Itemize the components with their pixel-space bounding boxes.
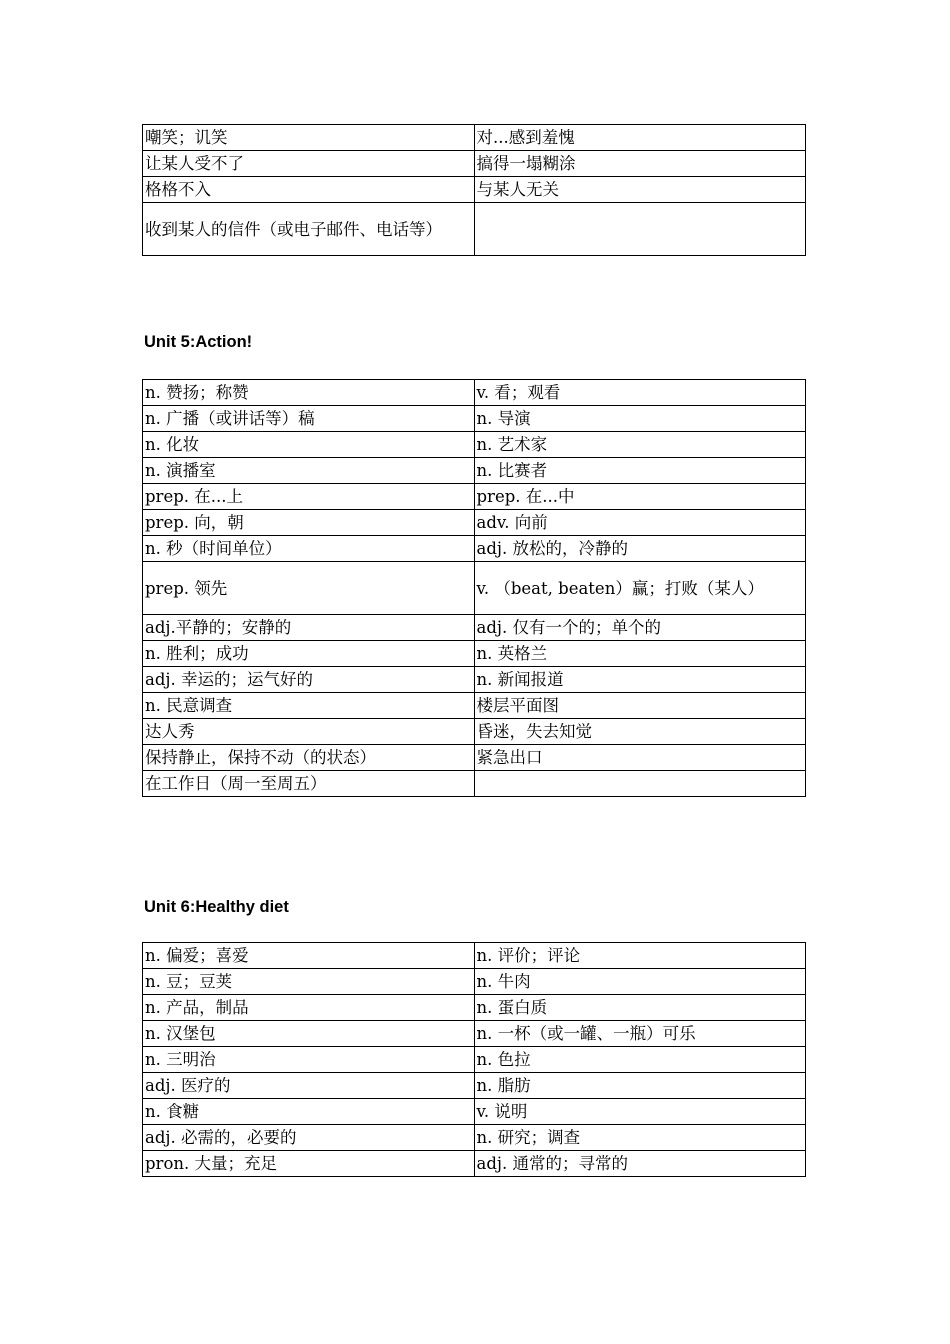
table-cell: 达人秀 bbox=[143, 719, 475, 745]
table-cell: 格格不入 bbox=[143, 177, 475, 203]
vocab-table-previous-unit bbox=[142, 124, 806, 256]
table-row bbox=[143, 745, 806, 771]
table-row bbox=[143, 510, 806, 536]
table-row bbox=[143, 432, 806, 458]
table-cell: n. 色拉 bbox=[474, 1047, 806, 1073]
table-cell: 保持静止，保持不动（的状态） bbox=[143, 745, 475, 771]
table-row bbox=[143, 458, 806, 484]
table-body bbox=[143, 125, 806, 256]
table-body bbox=[143, 943, 806, 1177]
table-cell: n. 三明治 bbox=[143, 1047, 475, 1073]
table-row bbox=[143, 1099, 806, 1125]
table-cell: n. 导演 bbox=[474, 406, 806, 432]
table-cell: prep. 领先 bbox=[143, 562, 475, 615]
unit-6-heading: Unit 6:Healthy diet bbox=[144, 898, 289, 916]
table-row bbox=[143, 484, 806, 510]
table-row bbox=[143, 615, 806, 641]
table-cell: n. 一杯（或一罐、一瓶）可乐 bbox=[474, 1021, 806, 1047]
table-cell: n. 艺术家 bbox=[474, 432, 806, 458]
table-row bbox=[143, 641, 806, 667]
table-cell: adj. 仅有一个的；单个的 bbox=[474, 615, 806, 641]
unit-5-heading: Unit 5:Action! bbox=[144, 333, 253, 351]
table-row bbox=[143, 125, 806, 151]
table-cell: n. 赞扬；称赞 bbox=[143, 380, 475, 406]
table-cell: adj. 通常的；寻常的 bbox=[474, 1151, 806, 1177]
table-cell: n. 化妆 bbox=[143, 432, 475, 458]
table-cell: 楼层平面图 bbox=[474, 693, 806, 719]
table-row bbox=[143, 995, 806, 1021]
table-row bbox=[143, 536, 806, 562]
table-cell: 收到某人的信件（或电子邮件、电话等） bbox=[143, 203, 475, 256]
table-cell: v. 说明 bbox=[474, 1099, 806, 1125]
table-cell: n. 比赛者 bbox=[474, 458, 806, 484]
table-cell: n. 汉堡包 bbox=[143, 1021, 475, 1047]
table-cell bbox=[474, 771, 806, 797]
table-cell: 嘲笑；讥笑 bbox=[143, 125, 475, 151]
table-cell: adj. 幸运的；运气好的 bbox=[143, 667, 475, 693]
table-cell: 紧急出口 bbox=[474, 745, 806, 771]
table-cell: n. 演播室 bbox=[143, 458, 475, 484]
table-cell: 昏迷，失去知觉 bbox=[474, 719, 806, 745]
table-cell: n. 研究；调查 bbox=[474, 1125, 806, 1151]
table-row bbox=[143, 667, 806, 693]
table-row bbox=[143, 151, 806, 177]
table-cell: 搞得一塌糊涂 bbox=[474, 151, 806, 177]
table-body bbox=[143, 380, 806, 797]
table-row bbox=[143, 203, 806, 256]
table-row bbox=[143, 719, 806, 745]
table-cell: adv. 向前 bbox=[474, 510, 806, 536]
table-row bbox=[143, 943, 806, 969]
table-cell bbox=[474, 203, 806, 256]
table-cell: n. 蛋白质 bbox=[474, 995, 806, 1021]
table-cell: v. 看；观看 bbox=[474, 380, 806, 406]
table-cell: prep. 向，朝 bbox=[143, 510, 475, 536]
table-cell: adj. 必需的，必要的 bbox=[143, 1125, 475, 1151]
table-cell: n. 广播（或讲话等）稿 bbox=[143, 406, 475, 432]
table-cell: adj. 医疗的 bbox=[143, 1073, 475, 1099]
table-cell: n. 豆；豆荚 bbox=[143, 969, 475, 995]
table-cell: n. 胜利；成功 bbox=[143, 641, 475, 667]
table-cell: n. 产品，制品 bbox=[143, 995, 475, 1021]
table-cell: 与某人无关 bbox=[474, 177, 806, 203]
table-cell: adj. 放松的，冷静的 bbox=[474, 536, 806, 562]
table-cell: prep. 在...中 bbox=[474, 484, 806, 510]
table-cell: n. 秒（时间单位） bbox=[143, 536, 475, 562]
table-row bbox=[143, 406, 806, 432]
table-row bbox=[143, 1073, 806, 1099]
table-row bbox=[143, 969, 806, 995]
table-row bbox=[143, 1047, 806, 1073]
table-cell: n. 食糖 bbox=[143, 1099, 475, 1125]
table-row bbox=[143, 1151, 806, 1177]
vocab-table-unit-6 bbox=[142, 942, 806, 1177]
table-row bbox=[143, 771, 806, 797]
table-row bbox=[143, 380, 806, 406]
table-cell: n. 民意调查 bbox=[143, 693, 475, 719]
table-cell: n. 牛肉 bbox=[474, 969, 806, 995]
table-cell: n. 英格兰 bbox=[474, 641, 806, 667]
table-cell: v. （beat, beaten）赢；打败（某人） bbox=[474, 562, 806, 615]
vocab-table-unit-5 bbox=[142, 379, 806, 797]
table-cell: 对...感到羞愧 bbox=[474, 125, 806, 151]
table-row bbox=[143, 177, 806, 203]
table-row bbox=[143, 693, 806, 719]
table-cell: n. 新闻报道 bbox=[474, 667, 806, 693]
table-cell: n. 脂肪 bbox=[474, 1073, 806, 1099]
table-row bbox=[143, 562, 806, 615]
table-row bbox=[143, 1125, 806, 1151]
table-cell: adj.平静的；安静的 bbox=[143, 615, 475, 641]
table-row bbox=[143, 1021, 806, 1047]
table-cell: prep. 在...上 bbox=[143, 484, 475, 510]
table-cell: 在工作日（周一至周五） bbox=[143, 771, 475, 797]
table-cell: pron. 大量；充足 bbox=[143, 1151, 475, 1177]
table-cell: n. 偏爱；喜爱 bbox=[143, 943, 475, 969]
table-cell: 让某人受不了 bbox=[143, 151, 475, 177]
table-cell: n. 评价；评论 bbox=[474, 943, 806, 969]
